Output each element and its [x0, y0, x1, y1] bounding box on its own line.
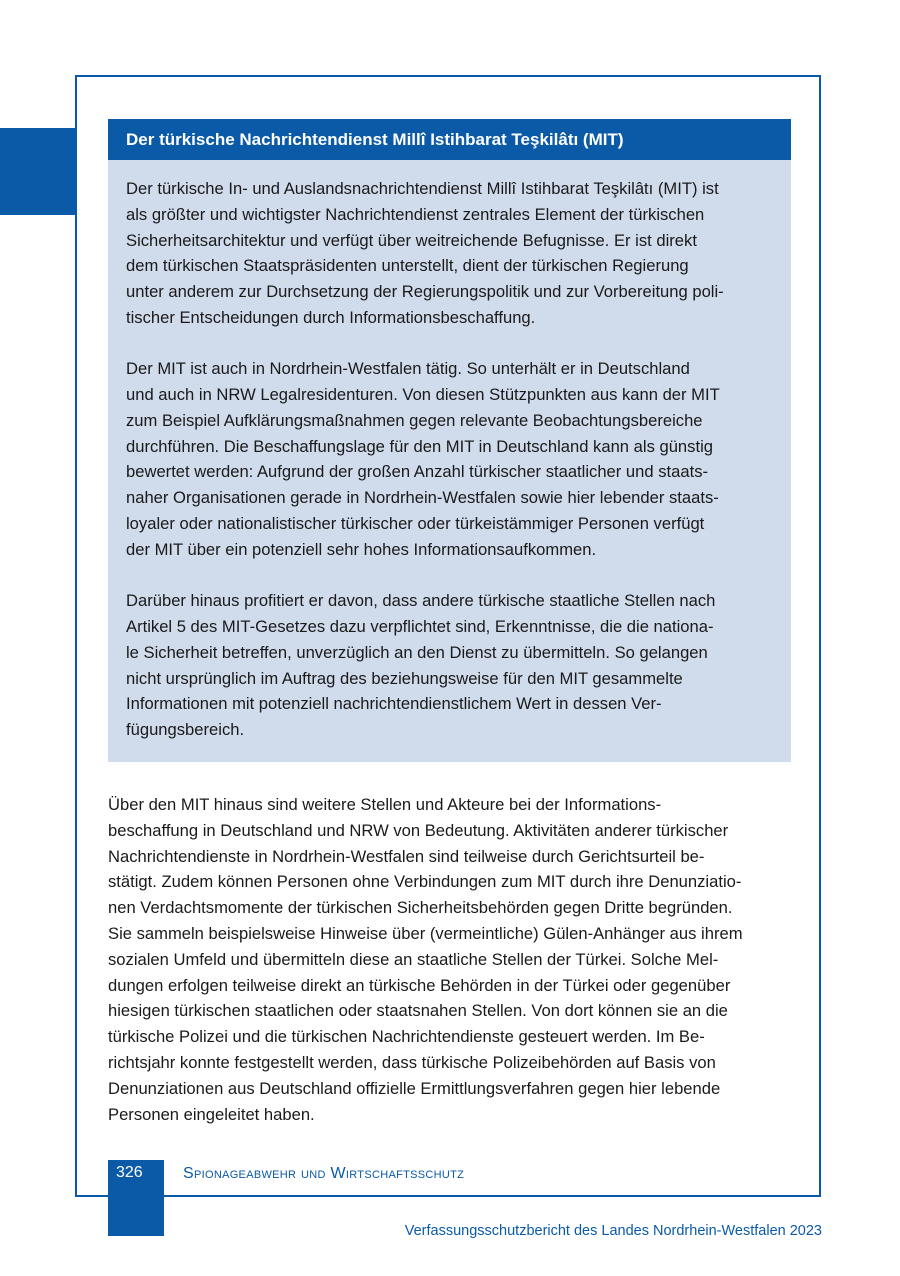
- text-line: zum Beispiel Aufklärungsmaßnahmen gegen relevante Beobachtungsbereiche: [126, 410, 703, 430]
- page-number: 326: [108, 1160, 164, 1236]
- text-line: Nachrichtendienste in Nordrhein-Westfalen sind teilweise durch Gerichtsurteil be-: [108, 846, 705, 866]
- infobox-title: Der türkische Nachrichtendienst Millî Istihbarat Teşkilâtı (MIT): [108, 119, 791, 160]
- text-line: Artikel 5 des MIT-Gesetzes dazu verpflichtet sind, Erkenntnisse, die die nationa-: [126, 616, 714, 636]
- infobox-paragraph: [126, 356, 773, 562]
- text-line: dem türkischen Staatspräsidenten unterstellt, dient der türkischen Regierung: [126, 256, 689, 276]
- text-line: Über den MIT hinaus sind weitere Stellen und Akteure bei der Informations-: [108, 795, 662, 814]
- text-line: als größter und wichtigster Nachrichtendienst zentrales Element der türkischen: [126, 204, 705, 224]
- text-line: tischer Entscheidungen durch Informationsbeschaffung.: [126, 307, 536, 327]
- text-line: Darüber hinaus profitiert er davon, dass andere türkische staatliche Stellen nach: [126, 591, 716, 611]
- text-line: Informationen mit potenziell nachrichtendienstlichem Wert in dessen Ver-: [126, 694, 662, 714]
- text-line: Denunziationen aus Deutschland offizielle Ermittlungsverfahren gegen hier lebende: [108, 1078, 721, 1098]
- chapter-title: Spionageabwehr und Wirtschaftsschutz: [183, 1165, 465, 1182]
- text-line: Personen eingeleitet haben.: [108, 1104, 315, 1124]
- text-line: unter anderem zur Durchsetzung der Regierungspolitik und zur Vorbereitung poli-: [126, 282, 724, 302]
- text-line: sozialen Umfeld und übermitteln diese an staatliche Stellen der Türkei. Solche Mel-: [108, 949, 719, 969]
- text-line: bewertet werden: Aufgrund der großen Anzahl türkischer staatlicher und staats-: [126, 462, 709, 482]
- text-line: beschaffung in Deutschland und NRW von Bedeutung. Aktivitäten anderer türkischer: [108, 820, 729, 840]
- text-line: le Sicherheit betreffen, unverzüglich an den Dienst zu übermitteln. So gelangen: [126, 642, 708, 662]
- infobox-paragraph: [126, 176, 773, 331]
- infobox-body: [108, 160, 791, 743]
- text-line: durchführen. Die Beschaffungslage für den MIT in Deutschland kann als günstig: [126, 436, 713, 456]
- text-line: Der türkische In- und Auslandsnachrichtendienst Millî Istihbarat Teşkilâtı (MIT) ist: [126, 179, 719, 198]
- text-line: fügungsbereich.: [126, 720, 245, 740]
- text-line: Sie sammeln beispielsweise Hinweise über (vermeintliche) Gülen-Anhänger aus ihrem: [108, 923, 743, 943]
- text-line: nen Verdachtsmomente der türkischen Sicherheitsbehörden gegen Dritte begründen.: [108, 898, 733, 918]
- chapter-side-tab: [0, 128, 75, 215]
- main-paragraph: [108, 792, 798, 1127]
- text-line: Sicherheitsarchitektur und verfügt über weitreichende Befugnisse. Er ist direkt: [126, 230, 697, 250]
- text-line: Der MIT ist auch in Nordrhein-Westfalen tätig. So unterhält er in Deutschland: [126, 359, 690, 379]
- text-line: der MIT über ein potenziell sehr hohes Informationsaufkommen.: [126, 539, 597, 559]
- infobox: [108, 119, 791, 762]
- text-line: naher Organisationen gerade in Nordrhein-Westfalen sowie hier lebender staats-: [126, 488, 719, 508]
- report-title: Verfassungsschutzbericht des Landes Nordrhein-Westfalen 2023: [404, 1223, 822, 1239]
- text-line: und auch in NRW Legalresidenturen. Von diesen Stützpunkten aus kann der MIT: [126, 385, 720, 405]
- text-line: nicht ursprünglich im Auftrag des beziehungsweise für den MIT gesammelte: [126, 668, 683, 688]
- text-line: loyaler oder nationalistischer türkischer oder türkeistämmiger Personen verfügt: [126, 514, 705, 534]
- text-line: richtsjahr konnte festgestellt werden, dass türkische Polizeibehörden auf Basis von: [108, 1052, 716, 1072]
- text-line: stätigt. Zudem können Personen ohne Verbindungen zum MIT durch ihre Denunziatio-: [108, 872, 742, 892]
- text-line: hiesigen türkischen staatlichen oder staatsnahen Stellen. Von dort können sie an die: [108, 1001, 728, 1021]
- text-line: türkische Polizei und die türkischen Nachrichtendienste gesteuert werden. Im Be-: [108, 1027, 705, 1047]
- infobox-paragraph: [126, 588, 773, 743]
- text-line: dungen erfolgen teilweise direkt an türkische Behörden in der Türkei oder gegenüber: [108, 975, 731, 995]
